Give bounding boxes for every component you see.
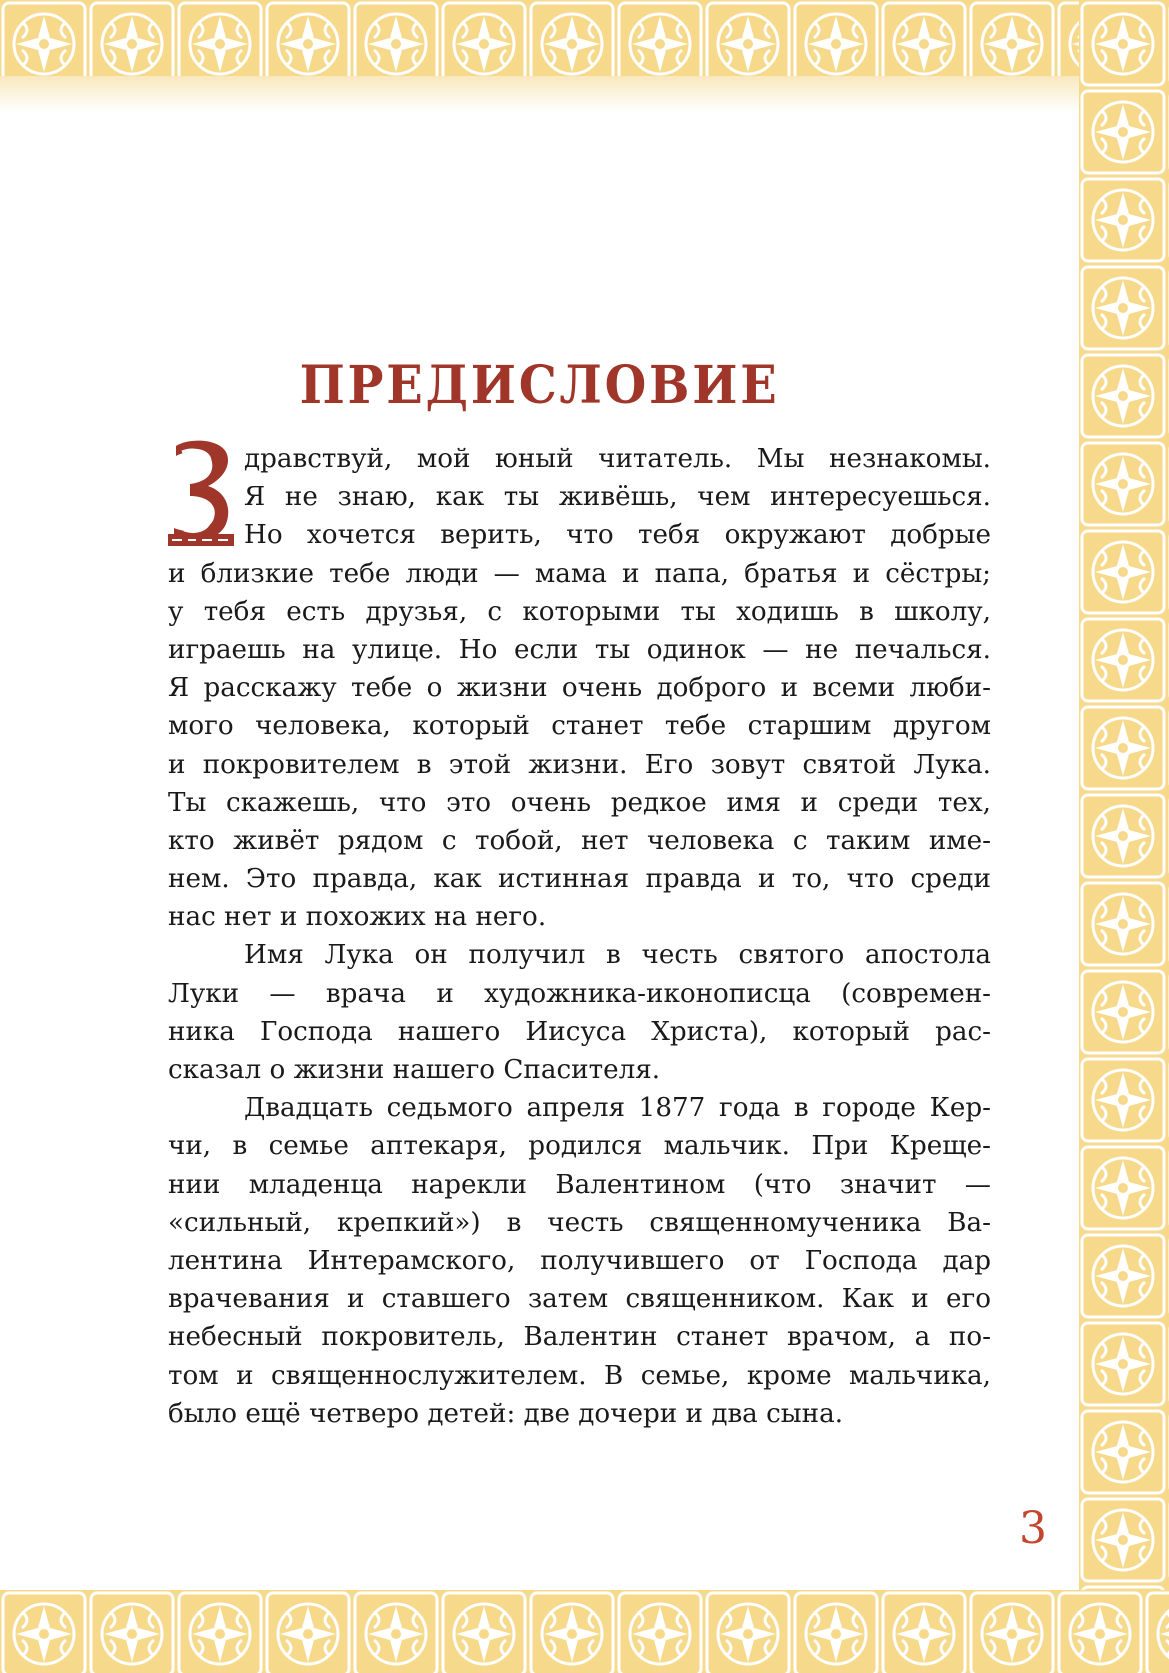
text-line: нас нет и похожих на него. [168,902,547,933]
text-line: Я расскажу тебе о жизни очень доброго и всеми люби- [168,673,991,704]
text-line: кто живёт рядом с тобой, нет человека с таким име- [168,825,991,856]
ornament-pattern-right [1079,0,1169,1673]
page-number: 3 [1019,1503,1047,1554]
text-line: ника Господа нашего Иисуса Христа), который рас- [168,1016,991,1047]
text-line: было ещё четверо детей: две дочери и два сына. [168,1398,844,1429]
page-title: ПРЕДИСЛОВИЕ [299,355,780,416]
text-line: Ты скажешь, что это очень редкое имя и среди тех, [168,787,991,818]
ornamental-border-right [1079,0,1169,1673]
text-line: нии младенца нарекли Валентином (что значит — [168,1169,991,1200]
text-line: и покровителем в этой жизни. Его зовут святой Лука. [168,749,991,780]
text-line: небесный покровитель, Валентин станет врачом, а по- [168,1322,991,1353]
text-line: том и священнослужителем. В семье, кроме мальчика, [168,1360,991,1391]
ornament-pattern-bottom [0,1590,1169,1673]
text-line: Я не знаю, как ты живёшь, чем интересуешься. [244,482,991,513]
ornamental-border-top [0,0,1169,76]
text-line: дравствуй, мой юный читатель. Мы незнакомы. [244,444,991,474]
text-line: нем. Это правда, как истинная правда и то, что среди [168,864,991,895]
paragraph-3 [168,1089,991,1433]
text-line: лентина Интерамского, получившего от Господа дар [168,1245,991,1276]
text-line: Луки — врача и художника-иконописца (современ- [168,978,991,1009]
ornament-pattern-top [0,0,1169,76]
text-line: Но хочется верить, что тебя окружают добрые [244,520,991,551]
paragraph-1 [168,440,991,936]
ornamental-border-bottom [0,1590,1169,1673]
text-line: Имя Лука он получил в честь святого апостола [244,940,991,971]
paragraph-2 [168,936,991,1089]
text-line: врачевания и ставшего затем священником. Как и его [168,1284,991,1315]
text-line: сказал о жизни нашего Спасителя. [168,1055,661,1085]
text-line: у тебя есть друзья, с которыми ты ходишь в школу, [168,596,991,627]
body-text [168,440,991,1433]
text-line: чи, в семье аптекаря, родился мальчик. При Креще- [168,1131,991,1162]
text-line: Двадцать седьмого апреля 1877 года в городе Кер- [244,1093,991,1124]
text-line: играешь на улице. Но если ты одинок — не печалься. [168,634,991,665]
text-line: «сильный, крепкий») в честь священномученика Ва- [168,1207,991,1238]
text-line: и близкие тебе люди — мама и папа, братья и сёстры; [168,558,991,589]
text-line: мого человека, который станет тебе старшим другом [168,711,991,742]
